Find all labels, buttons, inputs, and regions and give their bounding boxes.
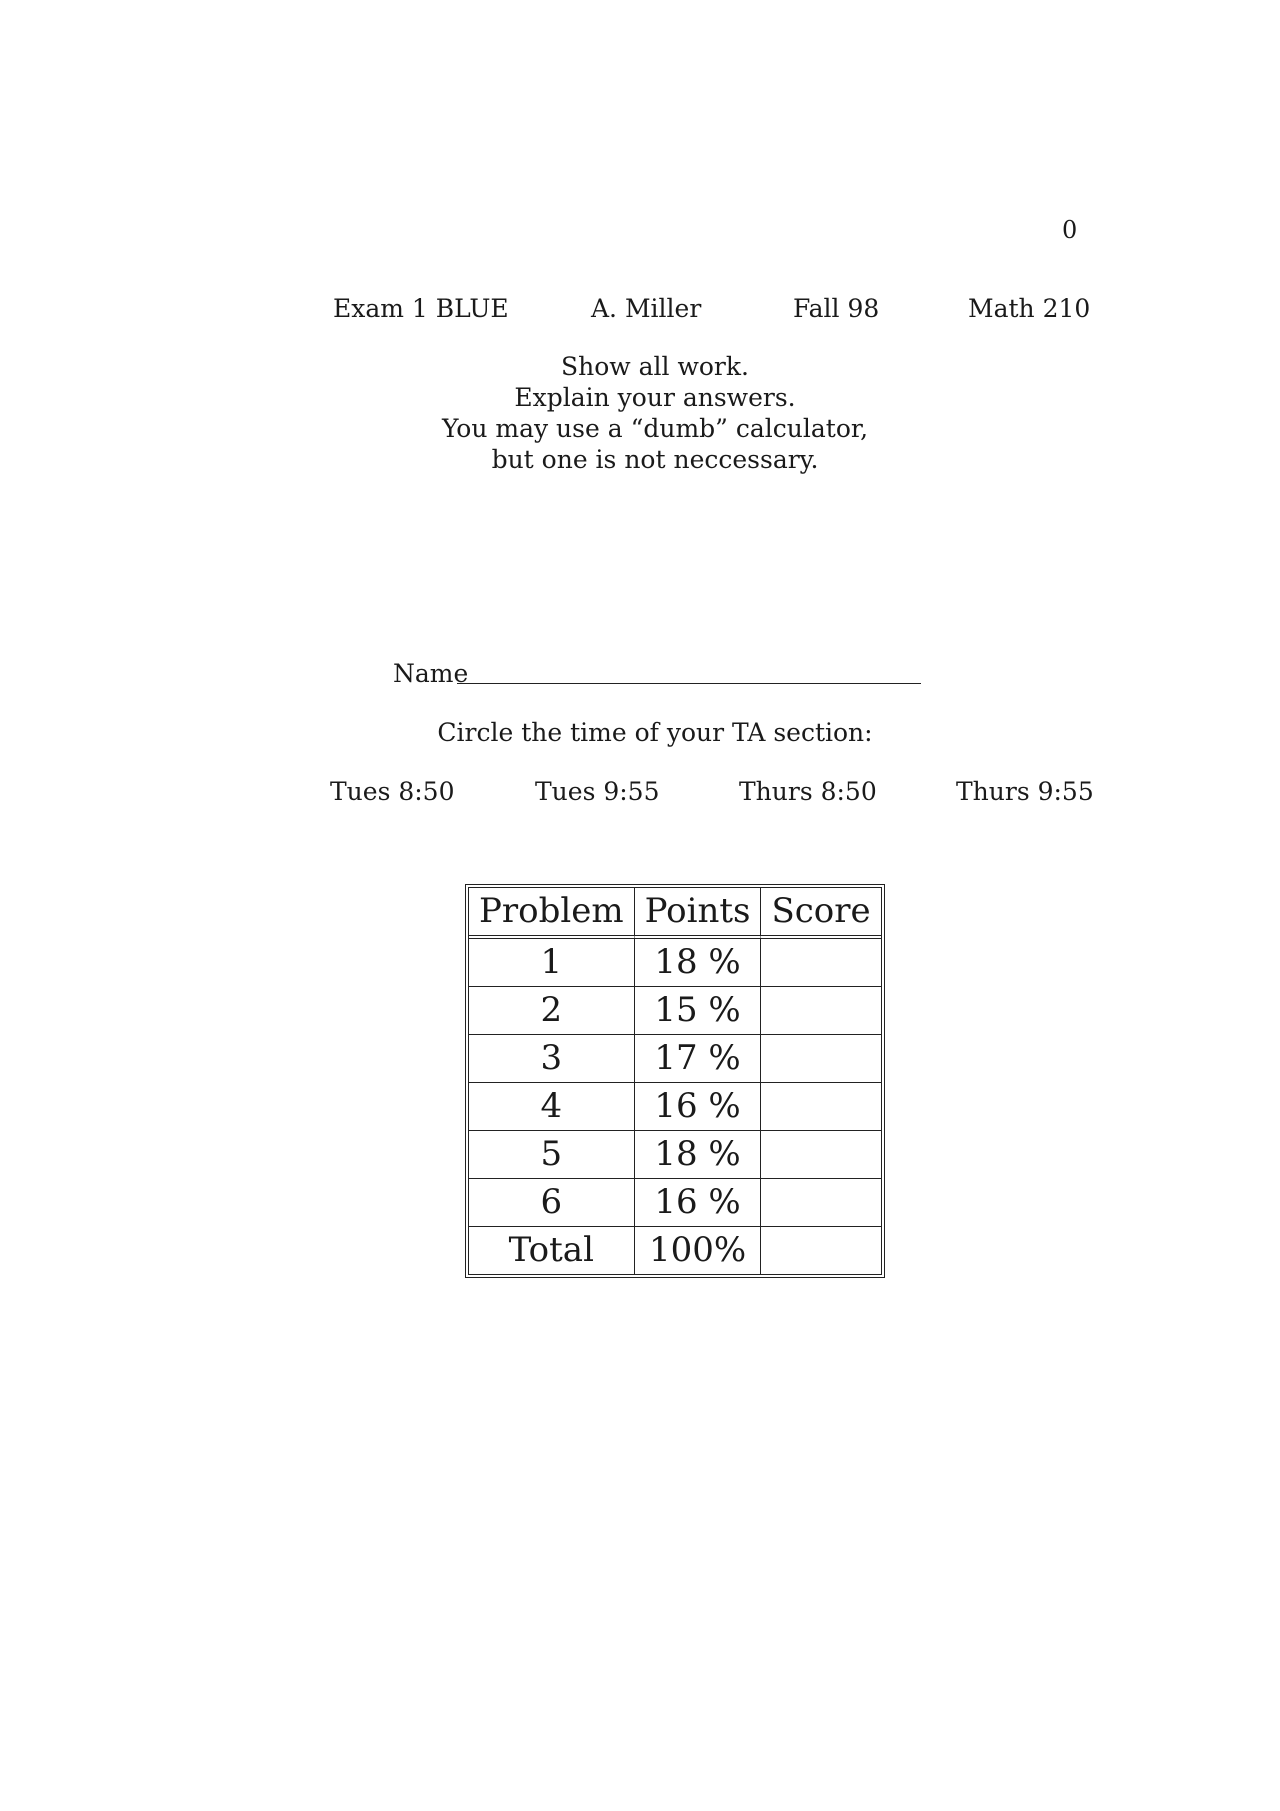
section-time-option[interactable]: Tues 8:50: [330, 777, 455, 806]
problem-cell: Total: [469, 1227, 635, 1274]
exam-title: Exam 1 BLUE: [333, 294, 509, 323]
points-cell: 17 %: [635, 1035, 762, 1083]
problem-cell: 4: [469, 1083, 635, 1131]
score-cell[interactable]: [761, 939, 880, 987]
column-header-problem: Problem: [469, 888, 635, 939]
instructions-block: [340, 351, 970, 475]
score-cell[interactable]: [761, 1227, 880, 1274]
score-cell[interactable]: [761, 1035, 880, 1083]
page-number: 0: [1062, 216, 1078, 244]
table-row: [469, 1083, 881, 1131]
score-cell[interactable]: [761, 1131, 880, 1179]
points-cell: 100%: [635, 1227, 762, 1274]
table-row: [469, 1179, 881, 1227]
section-time-option[interactable]: Thurs 8:50: [739, 777, 877, 806]
score-cell[interactable]: [761, 1179, 880, 1227]
column-header-score: Score: [761, 888, 880, 939]
points-cell: 15 %: [635, 987, 762, 1035]
section-time-option[interactable]: Thurs 9:55: [956, 777, 1094, 806]
table-header-row: [469, 888, 881, 939]
score-cell[interactable]: [761, 1083, 880, 1131]
section-prompt: Circle the time of your TA section:: [437, 718, 873, 747]
score-cell[interactable]: [761, 987, 880, 1035]
problem-cell: 6: [469, 1179, 635, 1227]
table-row: [469, 987, 881, 1035]
table-row: [469, 1131, 881, 1179]
points-cell: 16 %: [635, 1179, 762, 1227]
problem-cell: 1: [469, 939, 635, 987]
instruction-line: Show all work.: [561, 352, 749, 381]
problem-cell: 3: [469, 1035, 635, 1083]
instructor-name: A. Miller: [591, 294, 702, 323]
course-label: Math 210: [968, 294, 1091, 323]
table-row-total: [469, 1227, 881, 1274]
points-cell: 18 %: [635, 939, 762, 987]
name-label: Name: [393, 659, 469, 688]
section-time-option[interactable]: Tues 9:55: [535, 777, 660, 806]
points-cell: 16 %: [635, 1083, 762, 1131]
instruction-line: Explain your answers.: [514, 383, 796, 412]
problem-cell: 5: [469, 1131, 635, 1179]
problem-cell: 2: [469, 987, 635, 1035]
table-row: [469, 1035, 881, 1083]
table-row: [469, 939, 881, 987]
term-label: Fall 98: [793, 294, 880, 323]
name-field-line[interactable]: [457, 683, 921, 684]
instruction-line: You may use a “dumb” calculator,: [441, 414, 869, 443]
points-cell: 18 %: [635, 1131, 762, 1179]
column-header-points: Points: [635, 888, 762, 939]
score-table: [465, 884, 885, 1278]
instruction-line: but one is not neccessary.: [491, 445, 819, 474]
